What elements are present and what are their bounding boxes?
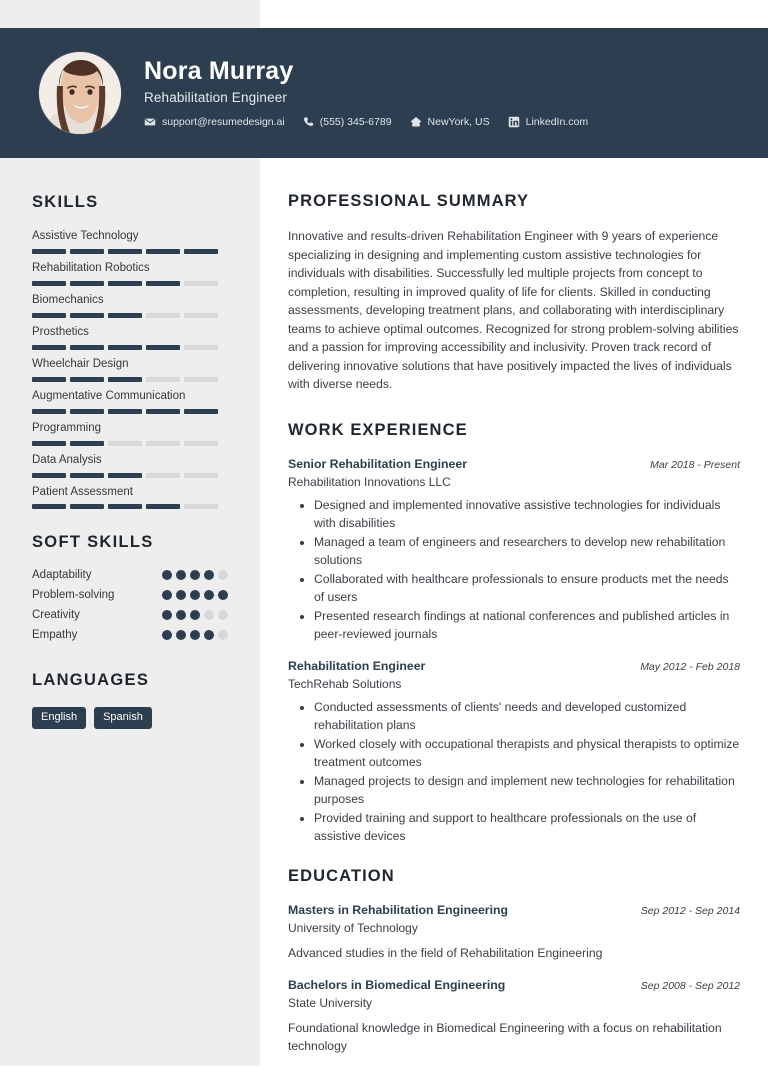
header-text-block xyxy=(144,58,588,128)
skill-name: Assistive Technology xyxy=(32,230,139,242)
rating-dot xyxy=(218,630,228,640)
skill-bar-segment xyxy=(146,504,180,509)
soft-skills-list xyxy=(32,569,228,641)
skill-bar-segment xyxy=(70,441,104,446)
rating-dot xyxy=(218,610,228,620)
responsibility-item: • Designed and implemented innovative assistive technologies for individuals with disabilities xyxy=(314,496,740,532)
soft-skills-heading: SOFT SKILLS xyxy=(32,533,154,552)
skill-item xyxy=(32,357,228,382)
user-photo-avatar-icon xyxy=(39,52,122,135)
skill-item xyxy=(32,389,228,414)
skill-item xyxy=(32,229,228,254)
skill-name: Prosthetics xyxy=(32,325,89,338)
skill-name: Wheelchair Design xyxy=(32,357,129,370)
education-description: Foundational knowledge in Biomedical Engineering with a focus on rehabilitation technology xyxy=(288,1021,722,1054)
person-role: Rehabilitation Engineer xyxy=(144,89,288,105)
skill-bar-segment xyxy=(184,409,218,414)
skill-bar-segment xyxy=(108,473,142,478)
school-name: University of Technology xyxy=(288,920,418,935)
school-name: State University xyxy=(288,995,373,1010)
envelope-icon xyxy=(144,116,156,128)
rating-dot xyxy=(190,630,200,640)
contact-linkedin-text: LinkedIn.com xyxy=(525,115,589,128)
skill-level-bar xyxy=(32,249,228,254)
responsibility-item: • Conducted assessments of clients' needs and developed customized rehabilitation plans xyxy=(314,698,740,734)
home-icon xyxy=(410,116,422,128)
responsibility-item: • Presented research findings at national conferences and published articles in peer-reviewed journals xyxy=(314,607,740,643)
skill-bar-segment xyxy=(32,504,66,509)
skill-level-bar xyxy=(32,409,228,414)
skill-bar-segment xyxy=(108,313,142,318)
skills-list xyxy=(32,229,228,509)
skill-bar-segment xyxy=(108,377,142,382)
rating-dot xyxy=(176,610,186,620)
contact-phone-text: (555) 345-6789 xyxy=(319,115,392,128)
responsibility-item: • Managed a team of engineers and researchers to develop new rehabilitation solutions xyxy=(314,533,740,569)
skill-bar-segment xyxy=(32,249,66,254)
entry-header xyxy=(288,658,740,675)
soft-skill-item xyxy=(32,569,228,581)
skill-item xyxy=(32,453,228,478)
responsibility-list xyxy=(288,496,740,643)
skill-bar-segment xyxy=(184,249,218,254)
responsibility-item: • Managed projects to design and implement new technologies for rehabilitation purposes xyxy=(314,772,740,808)
skill-bar-segment xyxy=(184,345,218,350)
skill-bar-segment xyxy=(184,281,218,286)
soft-skill-rating-dots xyxy=(162,610,228,620)
person-name: Nora Murray xyxy=(144,57,294,86)
languages-section xyxy=(32,671,228,728)
soft-skills-section xyxy=(32,533,228,641)
degree-title: Bachelors in Biomedical Engineering xyxy=(288,978,506,993)
languages-heading: LANGUAGES xyxy=(32,671,150,690)
skill-name: Patient Assessment xyxy=(32,485,133,498)
skill-bar-segment xyxy=(146,313,180,318)
soft-skill-rating-dots xyxy=(162,590,228,600)
skill-bar-segment xyxy=(146,441,180,446)
skill-bar-segment xyxy=(146,281,180,286)
skill-level-bar xyxy=(32,345,228,350)
responsibility-item: • Provided training and support to healthcare professionals on the use of assistive devices xyxy=(314,809,740,845)
contact-location-text: NewYork, US xyxy=(427,115,490,128)
skill-bar-segment xyxy=(184,377,218,382)
skill-name: Data Analysis xyxy=(32,453,102,466)
rating-dot xyxy=(218,570,228,580)
rating-dot xyxy=(190,610,200,620)
skill-name: Rehabilitation Robotics xyxy=(32,261,150,274)
skill-item xyxy=(32,325,228,350)
linkedin-icon xyxy=(508,116,520,128)
skill-bar-segment xyxy=(32,313,66,318)
phone-icon xyxy=(303,116,314,128)
rating-dot xyxy=(204,570,214,580)
skill-level-bar xyxy=(32,473,228,478)
skill-name: Biomechanics xyxy=(32,293,104,306)
experience-entry xyxy=(288,658,740,845)
education-date-range: Sep 2008 - Sep 2012 xyxy=(640,980,740,993)
education-entry xyxy=(288,977,740,1055)
rating-dot xyxy=(190,570,200,580)
skill-bar-segment xyxy=(146,249,180,254)
rating-dot xyxy=(204,630,214,640)
skill-item xyxy=(32,293,228,318)
skill-bar-segment xyxy=(184,473,218,478)
skill-level-bar xyxy=(32,281,228,286)
skill-bar-segment xyxy=(70,249,104,254)
job-date-range: May 2012 - Feb 2018 xyxy=(640,661,740,674)
skill-bar-segment xyxy=(108,409,142,414)
skill-bar-segment xyxy=(184,313,218,318)
summary-text: Innovative and results-driven Rehabilitation Engineer with 9 years of experience specializing in designing and implementing custom assistive technologies for individuals with disabilities. Successfully led multiple projects from concept to completion, resulting in improved quality of life for clients. Skilled in conducting assessments, developing treatment plans, and collaborating with interdisciplinary teams to achieve optimal outcomes. Recognized for strong problem-solving abilities and a passion for improving accessibility and inclusivity. Proven track record of delivering innovative solutions that have positively impacted the lives of individuals with diverse needs. xyxy=(288,229,739,392)
skill-bar-segment xyxy=(108,441,142,446)
rating-dot xyxy=(162,570,172,580)
skill-item xyxy=(32,421,228,446)
skill-bar-segment xyxy=(70,345,104,350)
skill-bar-segment xyxy=(32,377,66,382)
soft-skill-name: Problem-solving xyxy=(32,589,115,602)
skill-bar-segment xyxy=(108,345,142,350)
contact-email-text: support@resumedesign.ai xyxy=(162,115,285,128)
rating-dot xyxy=(218,590,228,600)
contact-phone[interactable] xyxy=(303,116,392,128)
contact-email[interactable] xyxy=(144,116,285,128)
education-heading: EDUCATION xyxy=(288,867,395,886)
skill-bar-segment xyxy=(108,249,142,254)
skill-bar-segment xyxy=(32,473,66,478)
skill-bar-segment xyxy=(70,313,104,318)
skill-bar-segment xyxy=(146,377,180,382)
education-entry xyxy=(288,902,740,962)
skill-bar-segment xyxy=(32,441,66,446)
experience-entry xyxy=(288,456,740,643)
skill-bar-segment xyxy=(184,504,218,509)
company-name: Rehabilitation Innovations LLC xyxy=(288,474,451,489)
soft-skill-name: Adaptability xyxy=(32,569,92,582)
rating-dot xyxy=(162,630,172,640)
skill-name: Programming xyxy=(32,421,102,434)
skill-bar-segment xyxy=(108,504,142,509)
skill-bar-segment xyxy=(146,473,180,478)
skill-bar-segment xyxy=(146,345,180,350)
skill-name: Augmentative Communication xyxy=(32,389,186,402)
skill-bar-segment xyxy=(146,409,180,414)
skill-bar-segment xyxy=(108,281,142,286)
skill-item xyxy=(32,261,228,286)
responsibility-item: • Worked closely with occupational therapists and physical therapists to optimize treatment outcomes xyxy=(314,735,740,771)
sidebar xyxy=(0,158,260,729)
job-title: Senior Rehabilitation Engineer xyxy=(288,456,468,471)
skill-bar-segment xyxy=(70,281,104,286)
skills-heading: SKILLS xyxy=(32,193,99,211)
contact-location[interactable] xyxy=(410,116,490,128)
company-name: TechRehab Solutions xyxy=(288,676,402,691)
soft-skill-item xyxy=(32,609,228,621)
rating-dot xyxy=(176,590,186,600)
main-column xyxy=(288,158,740,1071)
rating-dot xyxy=(204,590,214,600)
skill-bar-segment xyxy=(70,409,104,414)
avatar xyxy=(38,51,122,135)
education-list xyxy=(288,902,740,1055)
education-date-range: Sep 2012 - Sep 2014 xyxy=(640,905,740,918)
soft-skill-name: Creativity xyxy=(32,609,80,622)
entry-header xyxy=(288,456,740,473)
skill-bar-segment xyxy=(184,441,218,446)
skill-bar-segment xyxy=(70,473,104,478)
contact-linkedin[interactable] xyxy=(508,116,588,128)
rating-dot xyxy=(190,590,200,600)
skill-level-bar xyxy=(32,441,228,446)
skill-bar-segment xyxy=(70,504,104,509)
skill-level-bar xyxy=(32,377,228,382)
rating-dot xyxy=(204,610,214,620)
experience-list xyxy=(288,456,740,845)
skill-bar-segment xyxy=(32,409,66,414)
education-description: Advanced studies in the field of Rehabilitation Engineering xyxy=(288,946,603,961)
rating-dot xyxy=(162,610,172,620)
soft-skill-item xyxy=(32,629,228,641)
rating-dot xyxy=(162,590,172,600)
responsibility-list xyxy=(288,698,740,845)
soft-skill-rating-dots xyxy=(162,570,228,580)
summary-heading: PROFESSIONAL SUMMARY xyxy=(288,192,530,210)
skill-bar-segment xyxy=(70,377,104,382)
job-date-range: Mar 2018 - Present xyxy=(650,458,740,471)
skill-level-bar xyxy=(32,313,228,318)
skill-bar-segment xyxy=(32,345,66,350)
soft-skill-item xyxy=(32,589,228,601)
soft-skill-rating-dots xyxy=(162,630,228,640)
degree-title: Masters in Rehabilitation Engineering xyxy=(288,903,509,918)
languages-list xyxy=(32,707,228,728)
soft-skill-name: Empathy xyxy=(32,629,78,642)
entry-header xyxy=(288,977,740,994)
experience-heading: WORK EXPERIENCE xyxy=(288,420,468,439)
rating-dot xyxy=(176,630,186,640)
language-tag: English xyxy=(32,707,86,728)
skill-item xyxy=(32,485,228,510)
job-title: Rehabilitation Engineer xyxy=(288,659,426,674)
entry-header xyxy=(288,902,740,919)
skill-level-bar xyxy=(32,504,228,509)
skill-bar-segment xyxy=(32,281,66,286)
resume-header xyxy=(0,28,768,158)
language-tag: Spanish xyxy=(94,707,152,728)
contact-list xyxy=(144,116,588,128)
rating-dot xyxy=(176,570,186,580)
responsibility-item: • Collaborated with healthcare professionals to ensure products met the needs of users xyxy=(314,570,740,606)
